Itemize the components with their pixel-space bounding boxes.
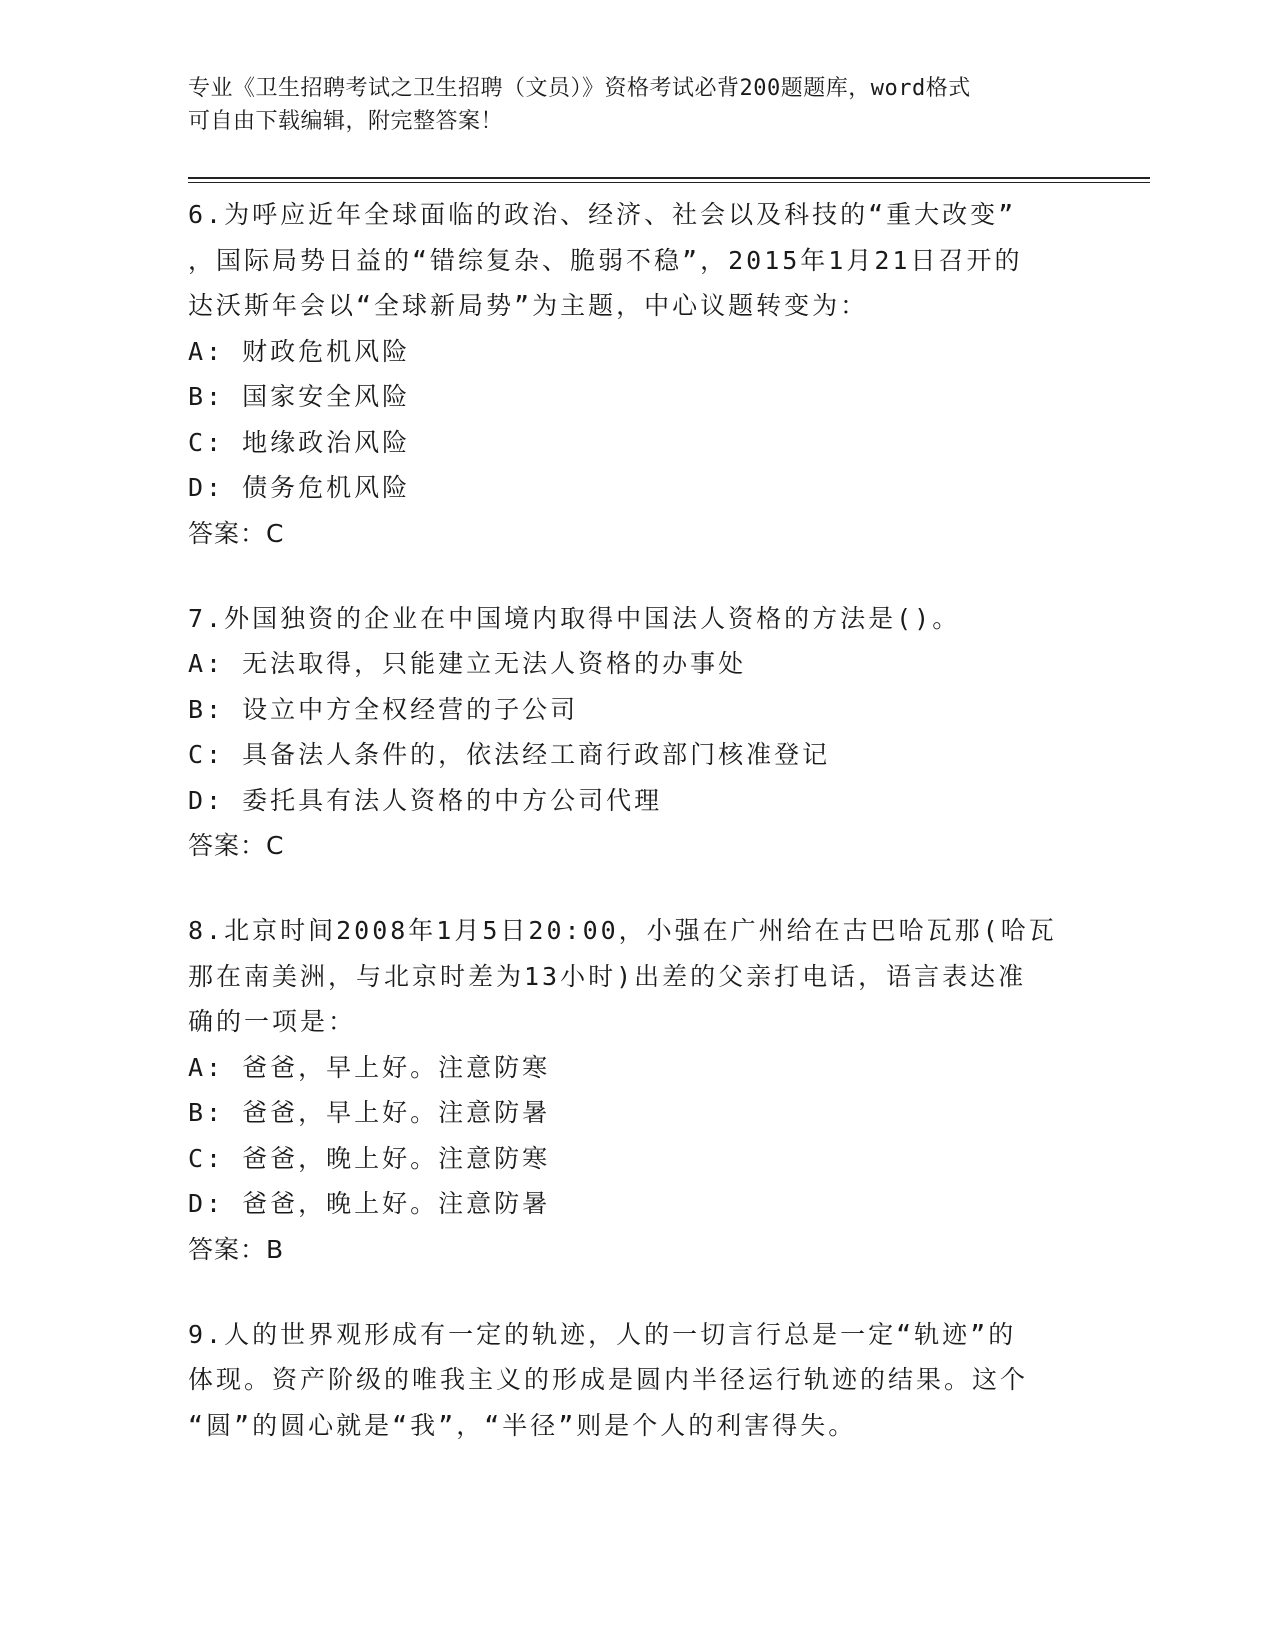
question-8 xyxy=(188,908,1088,1272)
question-line: 那在南美洲，与北京时差为13小时)出差的父亲打电话，语言表达准 xyxy=(188,961,1027,991)
question-7 xyxy=(188,596,1088,869)
document-header xyxy=(188,72,1088,138)
question-text xyxy=(188,596,1088,642)
question-line: 确的一项是： xyxy=(188,1007,357,1036)
option-d: D: 委托具有法人资格的中方公司代理 xyxy=(188,785,663,815)
question-line: 6.为呼应近年全球面临的政治、经济、社会以及科技的“重大改变” xyxy=(188,200,1017,229)
question-text xyxy=(188,1312,1088,1449)
question-line: 8.北京时间2008年1月5日20:00，小强在广州给在古巴哈瓦那(哈瓦 xyxy=(188,916,1057,945)
question-9 xyxy=(188,1312,1088,1449)
header-divider-thin xyxy=(188,182,1150,183)
option-a: A: 无法取得，只能建立无法人资格的办事处 xyxy=(188,649,747,678)
question-list xyxy=(188,192,1088,1488)
option-d: D: 债务危机风险 xyxy=(188,473,411,502)
option-a: A: 爸爸，早上好。注意防寒 xyxy=(188,1052,551,1082)
question-line: ，国际局势日益的“错综复杂、脆弱不稳”，2015年1月21日召开的 xyxy=(188,245,1023,275)
question-text xyxy=(188,908,1088,1045)
question-text xyxy=(188,192,1088,329)
option-c: C: 地缘政治风险 xyxy=(188,427,411,457)
option-b: B: 设立中方全权经营的子公司 xyxy=(188,694,579,724)
question-line: 9.人的世界观形成有一定的轨迹，人的一切言行总是一定“轨迹”的 xyxy=(188,1319,1017,1349)
option-c: C: 具备法人条件的，依法经工商行政部门核准登记 xyxy=(188,740,831,769)
question-line: 体现。资产阶级的唯我主义的形成是圆内半径运行轨迹的结果。这个 xyxy=(188,1365,1029,1394)
question-6 xyxy=(188,192,1088,556)
option-a: A: 财政危机风险 xyxy=(188,336,411,366)
header-line-2: 可自由下载编辑，附完整答案！ xyxy=(188,109,504,134)
header-line-1: 专业《卫生招聘考试之卫生招聘（文员）》资格考试必背200题题库，word格式 xyxy=(188,76,971,101)
option-b: B: 国家安全风险 xyxy=(188,382,411,411)
header-divider-thick xyxy=(188,177,1150,179)
question-line: 达沃斯年会以“全球新局势”为主题，中心议题转变为： xyxy=(188,291,869,320)
option-b: B: 爸爸，早上好。注意防暑 xyxy=(188,1098,551,1127)
answer-line: 答案：C xyxy=(188,831,285,860)
question-line: 7.外国独资的企业在中国境内取得中国法人资格的方法是()。 xyxy=(188,603,961,633)
answer-line: 答案：C xyxy=(188,518,285,548)
option-c: C: 爸爸，晚上好。注意防寒 xyxy=(188,1143,551,1173)
question-line: “圆”的圆心就是“我”，“半径”则是个人的利害得失。 xyxy=(188,1410,857,1440)
answer-line: 答案：B xyxy=(188,1234,285,1264)
option-d: D: 爸爸，晚上好。注意防暑 xyxy=(188,1189,551,1218)
